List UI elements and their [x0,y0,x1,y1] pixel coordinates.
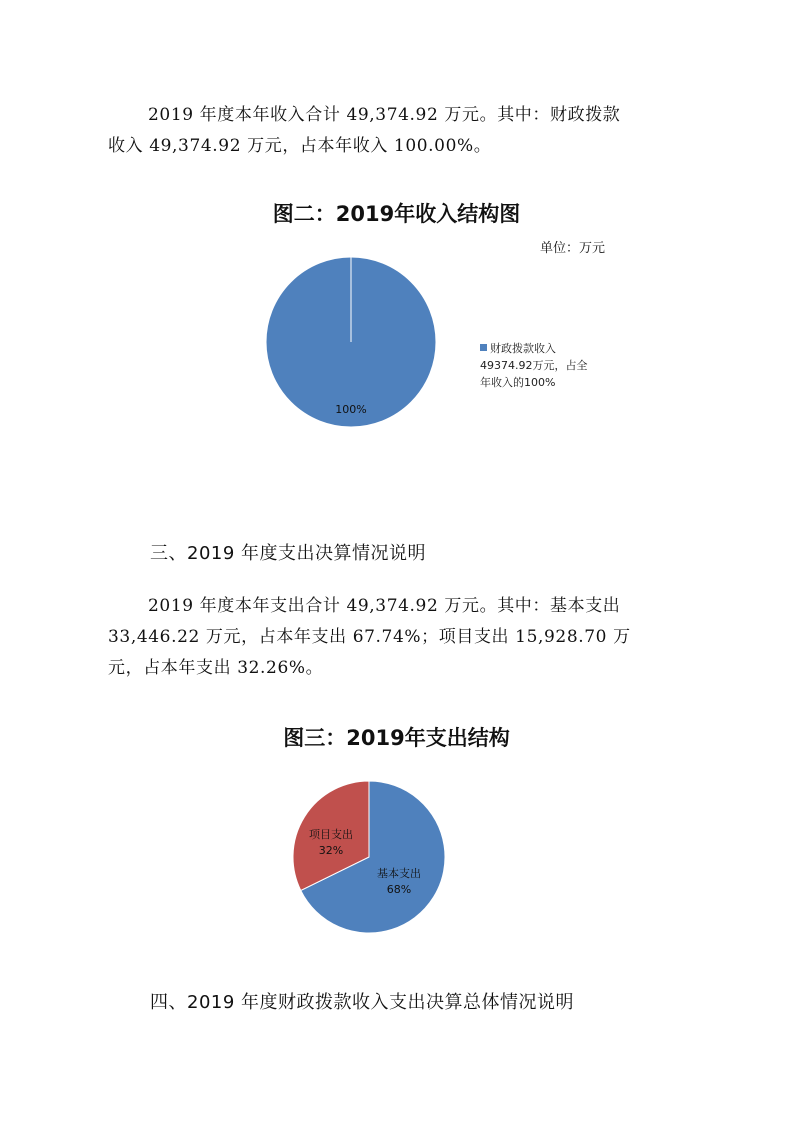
pie-data-label-project: 32% [318,844,344,857]
expenditure-figure-title: 图三：2019年支出结构 [283,726,510,750]
income-figure-title: 图二：2019年收入结构图 [272,202,521,226]
income-pie-legend [480,340,620,391]
expenditure-paragraph-line-1: 2019 年度本年支出合计 49,374.92 万元。其中：基本支出 [148,596,621,616]
expenditure-paragraph [108,591,688,684]
pie-category-label-basic: 基本支出 [377,867,421,880]
income-pie-chart [265,256,437,428]
pie-category-label-project: 项目支出 [309,828,353,841]
pie-data-label: 100% [335,403,367,416]
income-paragraph-line-1: 2019 年度本年收入合计 49,374.92 万元。其中：财政拨款 [148,105,621,125]
income-paragraph [108,100,688,162]
expenditure-pie-chart [292,780,446,934]
section-3-heading: 三、2019 年度支出决算情况说明 [150,543,427,564]
legend-line-2: 49374.92万元，占全 [480,359,588,372]
income-paragraph-line-2: 收入 49,374.92 万元，占本年收入 100.00%。 [108,136,492,156]
expenditure-paragraph-line-2: 33,446.22 万元，占本年支出 67.74%；项目支出 15,928.70 万 [108,627,631,647]
pie-data-label-basic: 68% [386,883,412,896]
legend-line-1: 财政拨款收入 [480,340,620,357]
expenditure-paragraph-line-3: 元，占本年支出 32.26%。 [108,658,324,678]
income-unit-label: 单位：万元 [540,241,606,256]
legend-swatch [480,344,487,351]
legend-line-3: 年收入的100% [480,376,556,389]
section-4-heading: 四、2019 年度财政拨款收入支出决算总体情况说明 [150,992,575,1013]
